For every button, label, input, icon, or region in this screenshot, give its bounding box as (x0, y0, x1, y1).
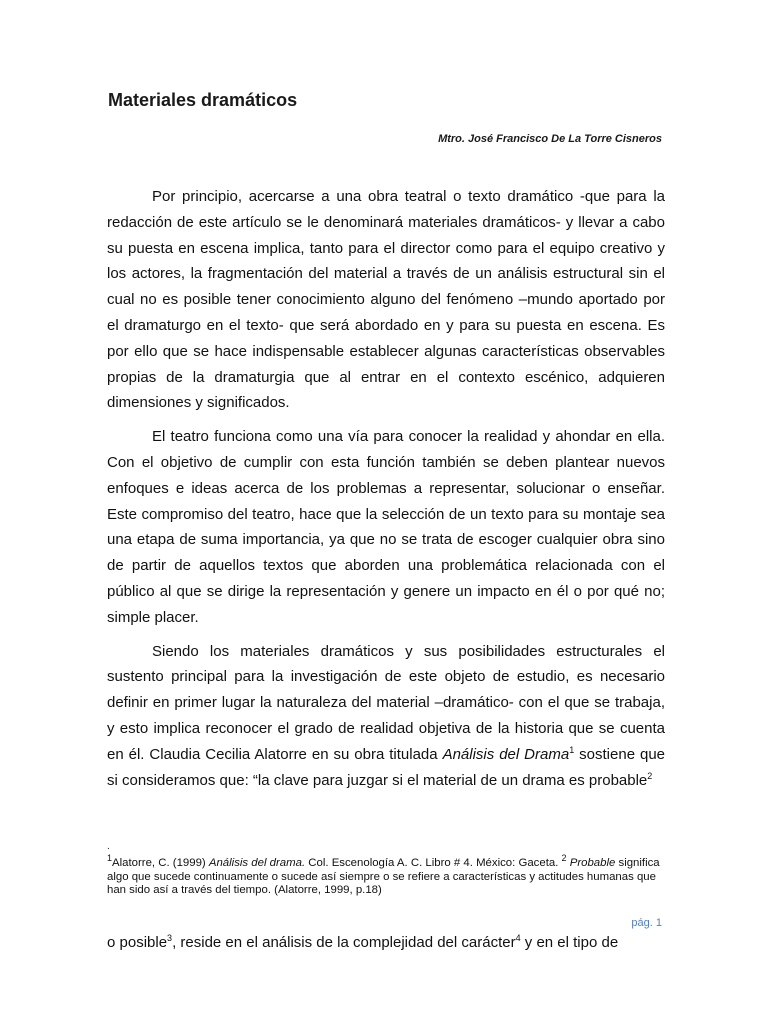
continuation-text-c: y en el tipo de (520, 934, 619, 951)
footnote-2-number: 2 (561, 853, 567, 864)
footnote-1-text-b: Col. Escenología A. C. Libro # 4. México: Gaceta. (305, 857, 562, 869)
paragraph-2: El teatro funciona como una vía para conocer la realidad y ahondar en ella. Con el objetivo de cumplir con esta función también se deben plantear nuevos enfoques e ideas acerca de los problemas a representar, solucionar o enseñar. Este compromiso del teatro, hace que la selección de un texto para su montaje sea una etapa de suma importancia, ya que no se trata de escoger cualquier obra sino de partir de aquellos textos que aborden una problemática relacionada con el público al que se dirige la representación y genere un impacto en él o por qué no; simple placer. (107, 428, 665, 626)
author-line: Mtro. José Francisco De La Torre Cisneros (438, 133, 662, 145)
body-text (107, 184, 665, 801)
paragraph-3 (107, 639, 665, 794)
footnotes (107, 853, 667, 898)
footnote-ref-1: 1 (569, 744, 575, 755)
paragraph-1: Por principio, acercarse a una obra teatral o texto dramático -que para la redacción de este artículo se le denominará materiales dramáticos- y llevar a cabo su puesta en escena implica, tanto para el director como para el equipo creativo y los actores, la fragmentación del material a través de un análisis estructural sin el cual no es posible tener conocimiento alguno del fenómeno –mundo aportado por el dramaturgo en el texto- que será abordado en y para su puesta en escena. Es por ello que se hace indispensable establecer algunas características observables propias de la dramaturgia que al entrar en el contexto escénico, adquieren dimensiones y significados. (107, 188, 665, 412)
book-title-italic: Análisis del Drama (442, 745, 570, 763)
footnote-1-number: 1 (107, 853, 113, 864)
document-title: Materiales dramáticos (108, 90, 298, 110)
footnote-ref-3: 3 (167, 933, 173, 943)
footnote-ref-2: 2 (647, 770, 653, 781)
footnote-separator: . (107, 841, 110, 852)
footnote-2-text: significa algo que sucede continuamente o sucede así siempre o se refiere a características y actitudes humanas que han sido así a través del tiempo. (Alatorre, 1999, p.18) (107, 857, 660, 897)
paragraph-3-text-b: sostiene que si consideramos que: “la clave para juzgar si el material de un drama es probable (107, 745, 666, 789)
continuation-text-b: , reside en el análisis de la complejidad del carácter (172, 934, 516, 951)
footnote-1-italic: Análisis del drama. (208, 857, 306, 869)
footnote-1-text-a: Alatorre, C. (1999) (112, 857, 209, 869)
footnote-ref-4: 4 (515, 933, 521, 943)
continuation-text-a: o posible (107, 934, 168, 951)
page-number: pág. 1 (631, 917, 662, 929)
paragraph-3-text-a: Siendo los materiales dramáticos y sus posibilidades estructurales el sustento principal para la investigación de este objeto de estudio, es necesario definir en primer lugar la naturaleza del material –dramático- con el que se trabaja, y esto implica reconocer el grado de realidad objetiva de la historia que se cuenta en él. Claudia Cecilia Alatorre en su obra titulada (107, 642, 665, 763)
footnote-2-italic: Probable (569, 857, 616, 869)
continuation-line (107, 930, 667, 956)
